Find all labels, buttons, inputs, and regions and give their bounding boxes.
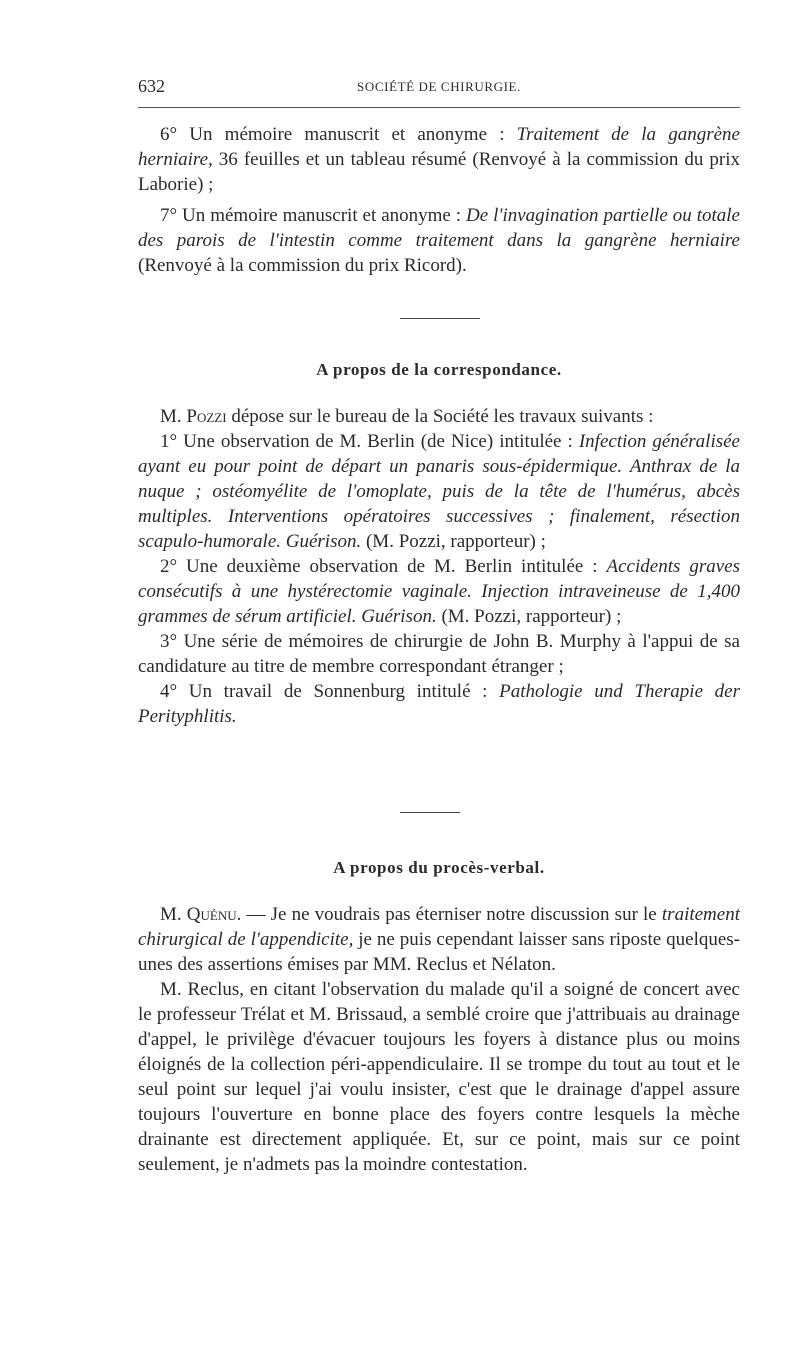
correspondance-item-4 bbox=[138, 679, 740, 729]
corr-item-4-lead: 4° Un travail de Sonnenburg intitulé : bbox=[160, 681, 500, 702]
corr-item-2-title: Accidents graves consécutifs à une hystérectomie vaginale. Injection intraveineuse de 1,400 grammes de sérum artificiel. Guérison. bbox=[138, 556, 740, 627]
intro-name: Pozzi bbox=[186, 406, 227, 427]
item-6-title: Traitement de la gangrène herniaire, bbox=[138, 124, 740, 170]
corr-item-1-title: Infection généralisée ayant eu pour point de départ un panaris sous-épidermique. Anthrax de la nuque ; ostéomyélite de l'omoplate, puis de la tête de l'humérus, abcès multiples. Interventions opératoires successives ; finalement, résection scapulo-humorale. Guérison. bbox=[138, 431, 740, 552]
page-number: 632 bbox=[138, 76, 165, 96]
item-6-tail: 36 feuilles et un tableau résumé (Renvoyé à la commission du prix Laborie) ; bbox=[138, 149, 740, 195]
intro-prefix: M. bbox=[160, 406, 187, 427]
corr-item-1-lead: 1° Une observation de M. Berlin (de Nice) intitulée : bbox=[160, 431, 579, 452]
pv-tail: je ne puis cependant laisser sans riposte quelques-unes des assertions émises par MM. Reclus et Nélaton. bbox=[138, 929, 740, 975]
corr-item-1-tail: (M. Pozzi, rapporteur) ; bbox=[361, 531, 546, 552]
correspondance-item-2 bbox=[138, 554, 740, 629]
paragraph-item-6 bbox=[138, 122, 740, 197]
corr-item-2-tail: (M. Pozzi, rapporteur) ; bbox=[436, 606, 622, 627]
section-heading-proces-verbal: A propos du procès-verbal. bbox=[333, 858, 545, 877]
section-divider bbox=[400, 812, 460, 813]
correspondance-item-1 bbox=[138, 429, 740, 554]
item-7-tail: (Renvoyé à la commission du prix Ricord). bbox=[138, 255, 467, 276]
page-header bbox=[138, 76, 740, 104]
proces-verbal-body bbox=[138, 902, 740, 1177]
proces-verbal-paragraph-1 bbox=[138, 902, 740, 977]
corr-item-2-lead: 2° Une deuxième observation de M. Berlin intitulée : bbox=[160, 556, 607, 577]
intro-rest: dépose sur le bureau de la Société les travaux suivants : bbox=[226, 406, 654, 427]
pv-lead: . — Je ne voudrais pas éterniser notre discussion sur le bbox=[236, 904, 662, 925]
paragraph-item-7 bbox=[138, 203, 740, 278]
section-heading-correspondance: A propos de la correspondance. bbox=[316, 360, 562, 379]
running-title: SOCIÉTÉ DE CHIRURGIE. bbox=[357, 79, 521, 94]
correspondance-item-3: 3° Une série de mémoires de chirurgie de John B. Murphy à l'appui de sa candidature au titre de membre correspondant étranger ; bbox=[138, 631, 740, 677]
header-rule bbox=[138, 107, 740, 108]
pv-prefix: M. bbox=[160, 904, 187, 925]
pv-name: Quénu bbox=[186, 904, 237, 925]
item-7-title: De l'invagination partielle ou totale des parois de l'intestin comme traitement dans la gangrène herniaire bbox=[138, 205, 740, 251]
item-6-lead: 6° Un mémoire manuscrit et anonyme : bbox=[160, 124, 517, 145]
proces-verbal-paragraph-2: M. Reclus, en citant l'observation du malade qu'il a soigné de concert avec le professeur Trélat et M. Brissaud, a semblé croire que j'attribuais au drainage d'appel, le privilège d'évacuer toujours les foyers à distance plus ou moins éloignés de la collection péri-appendiculaire. Il se trompe du tout au tout et le seul point sur lequel j'ai voulu insister, c'est que le drainage d'appel assure toujours l'ouverture en bonne place des foyers contre lesquels la mèche drainante est directement appliquée. Et, sur ce point, mais sur ce point seulement, je n'admets pas la moindre contestation. bbox=[138, 979, 740, 1175]
corr-item-4-title: Pathologie und Therapie der Perityphlitis. bbox=[138, 681, 741, 727]
correspondance-intro bbox=[138, 404, 740, 429]
section-divider bbox=[400, 318, 480, 319]
pv-topic: traitement chirurgical de l'appendicite, bbox=[138, 904, 740, 950]
memoire-list bbox=[138, 122, 740, 278]
correspondance-body bbox=[138, 404, 740, 729]
item-7-lead: 7° Un mémoire manuscrit et anonyme : bbox=[160, 205, 467, 226]
